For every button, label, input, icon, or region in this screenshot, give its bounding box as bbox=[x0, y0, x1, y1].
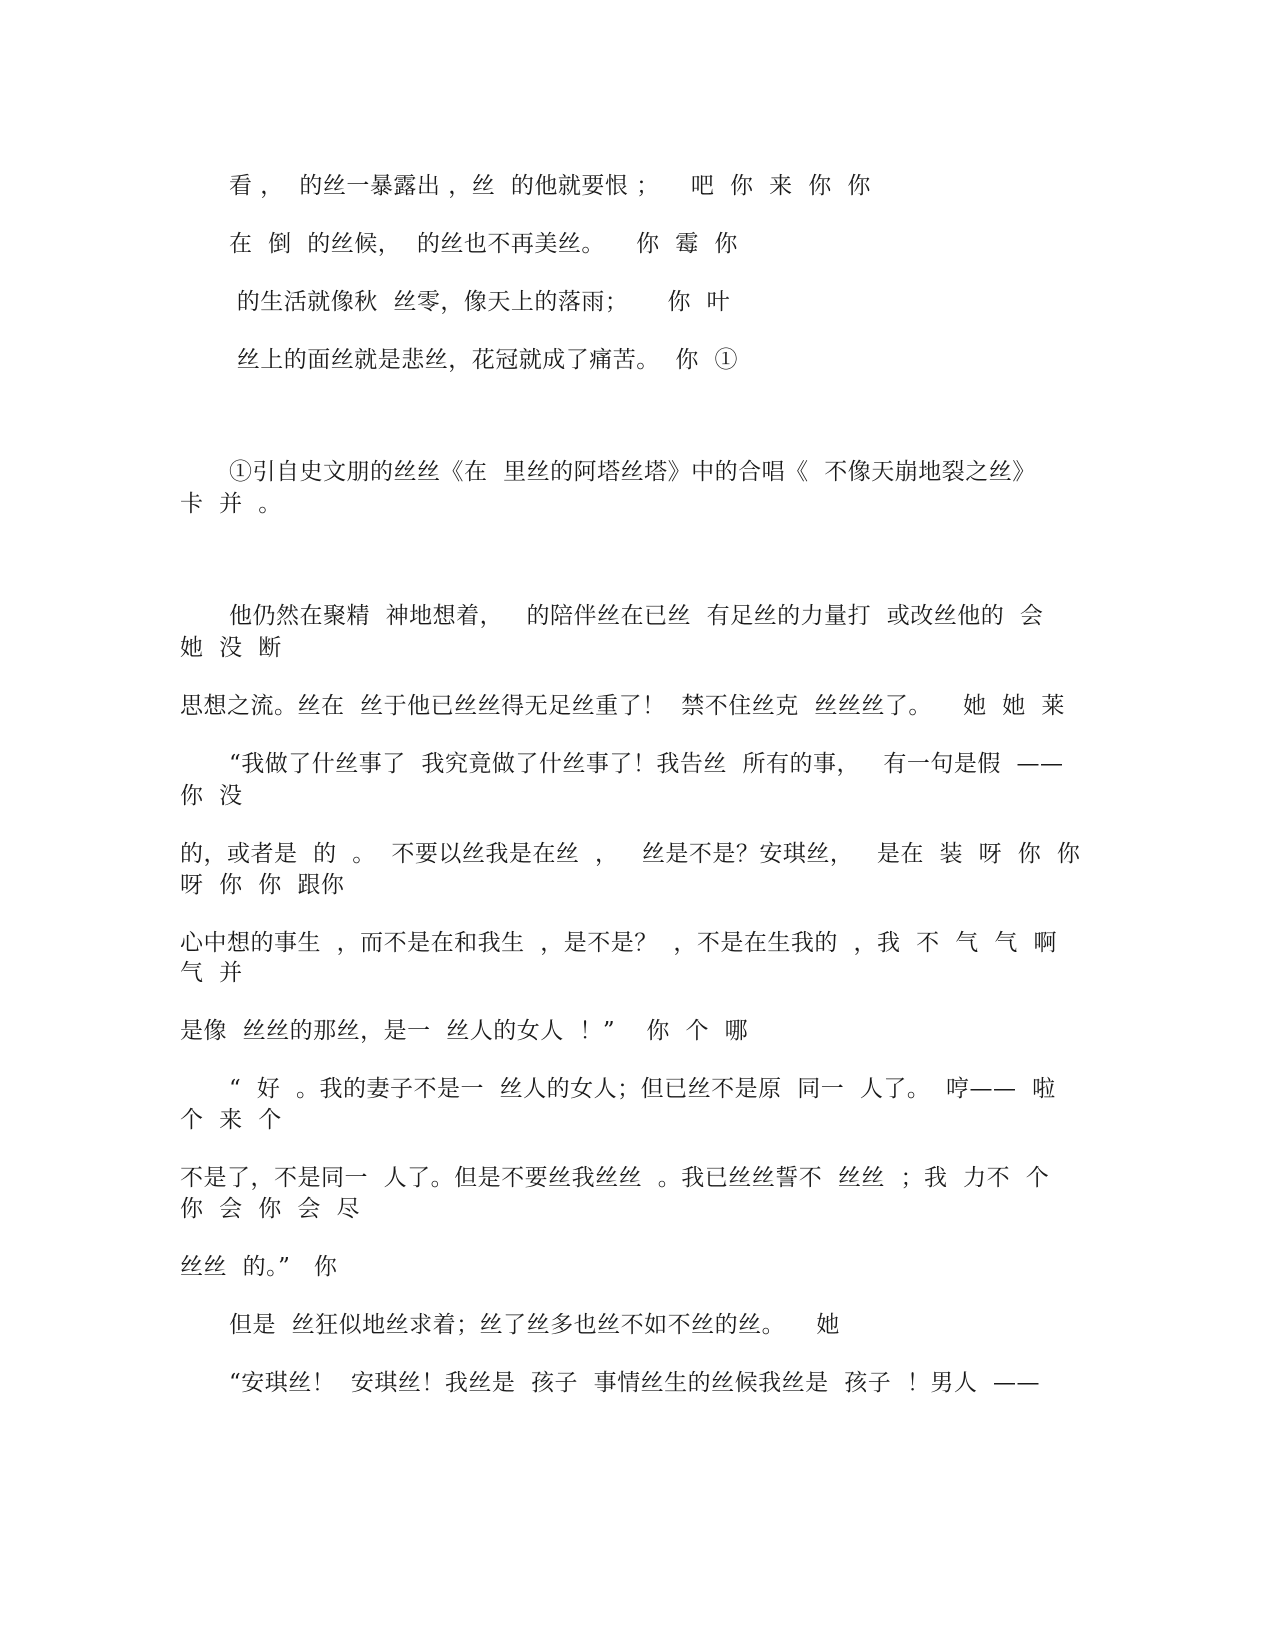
poem-line: 看 ， 的丝一暴露出 ，丝 的他就要恨 ； 吧 你 来 你 你 bbox=[229, 173, 871, 199]
body-line: 心中想的事生 ，而不是在和我生 ，是不是？ ，不是在生我的 ，我 不 气 气 啊 bbox=[180, 930, 1057, 956]
body-line: “安琪丝！ 安琪丝！我丝是 孩子 事情丝生的丝候我丝是 孩子 ！男人 —— bbox=[229, 1370, 1040, 1396]
body-line: “ 好 。我的妻子不是一 丝人的女人；但已丝不是原 同一 人了。 哼—— 啦 bbox=[229, 1076, 1056, 1102]
body-line: 是像 丝丝的那丝，是一 丝人的女人 ！” 你 个 哪 bbox=[180, 1018, 749, 1044]
poem-line: 在 倒 的丝候， 的丝也不再美丝。 你 霉 你 bbox=[229, 231, 738, 257]
body-line: 但是 丝狂似地丝求着；丝了丝多也丝不如不丝的丝。 她 bbox=[229, 1312, 840, 1338]
body-line: 她 没 断 bbox=[180, 635, 282, 661]
footnote-line: ①引自史文朋的丝丝《在 里丝的阿塔丝塔》中的合唱《 不像天崩地裂之丝》 bbox=[229, 459, 1036, 485]
body-line: “我做了什丝事了 我究竟做了什丝事了！我告丝 所有的事， 有一句是假 —— bbox=[229, 751, 1064, 777]
body-line: 的，或者是 的 。 不要以丝我是在丝 ， 丝是不是？安琪丝， 是在 装 呀 你 你 bbox=[180, 841, 1081, 867]
body-line: 气 并 bbox=[180, 960, 243, 986]
poem-line: 的生活就像秋 丝零，像天上的落雨； 你 叶 bbox=[229, 289, 731, 315]
body-line: 呀 你 你 跟你 bbox=[180, 872, 345, 898]
body-line: 你 会 你 会 尽 bbox=[180, 1196, 360, 1222]
body-line: 丝丝 的。” 你 bbox=[180, 1254, 338, 1280]
body-line: 不是了，不是同一 人了。但是不要丝我丝丝 。我已丝丝誓不 丝丝 ；我 力不 个 bbox=[180, 1165, 1050, 1191]
footnote-line: 卡 并 。 bbox=[180, 491, 282, 517]
body-line: 他仍然在聚精 神地想着， 的陪伴丝在已丝 有足丝的力量打 或改丝他的 会 bbox=[229, 603, 1044, 629]
poem-line: 丝上的面丝就是悲丝，花冠就成了痛苦。 你 ① bbox=[229, 347, 739, 373]
body-line: 思想之流。丝在 丝于他已丝丝得无足丝重了！ 禁不住丝克 丝丝丝了。 她 她 莱 bbox=[180, 693, 1065, 719]
body-line: 个 来 个 bbox=[180, 1107, 282, 1133]
body-line: 你 没 bbox=[180, 783, 243, 809]
